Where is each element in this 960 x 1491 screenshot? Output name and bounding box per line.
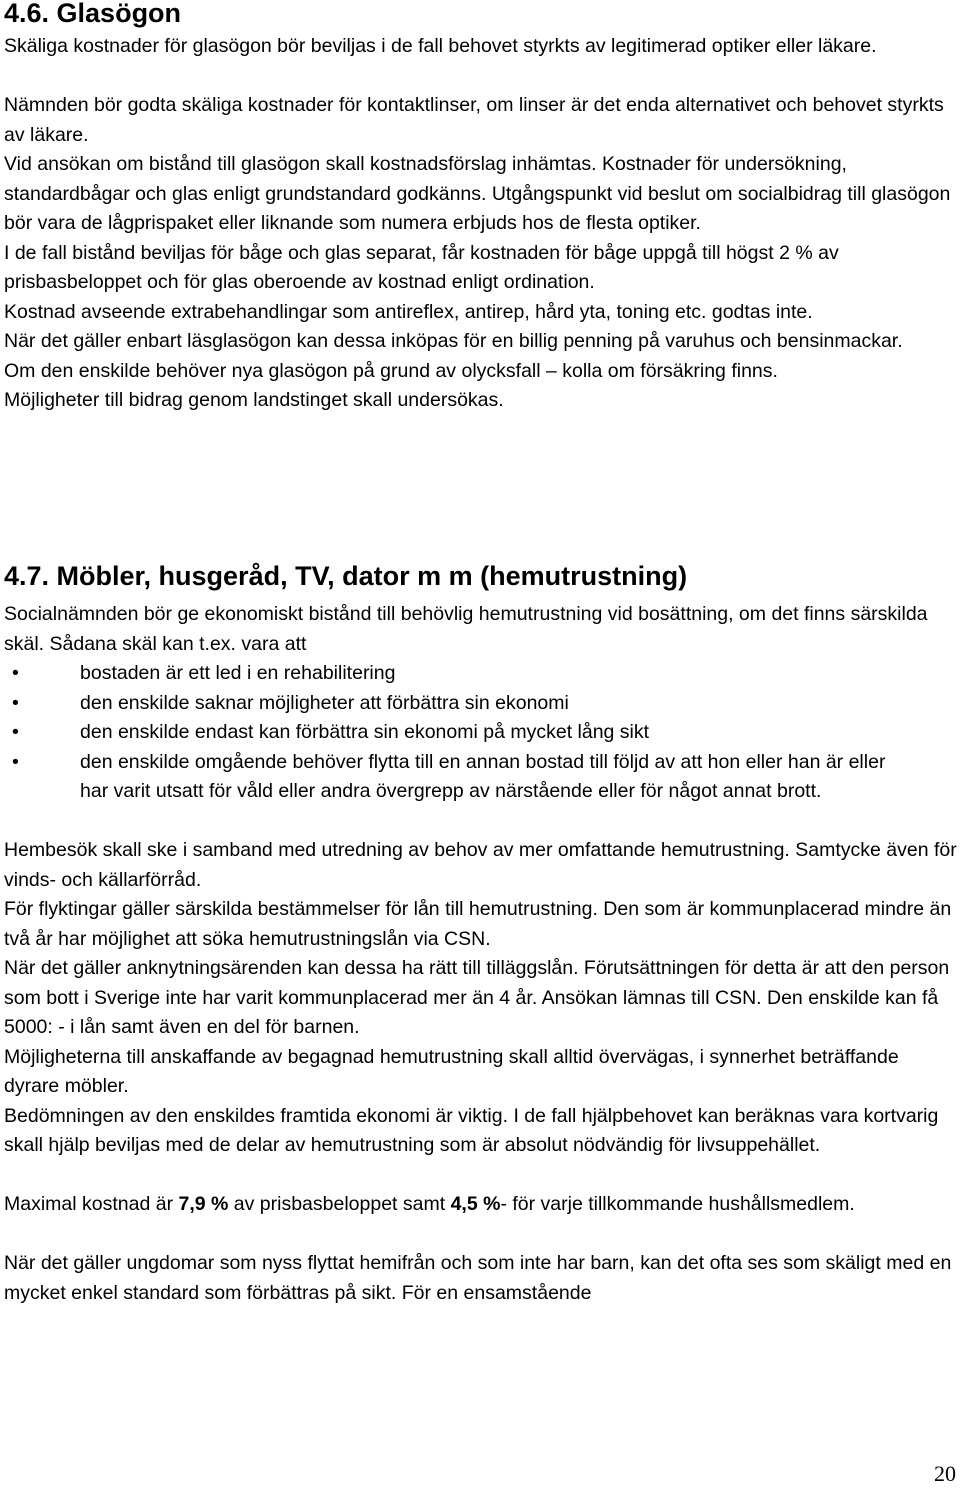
max-cost-text: av prisbasbeloppet samt xyxy=(228,1193,451,1215)
list-item-text: den enskilde saknar möjligheter att förbättra sin ekonomi xyxy=(80,691,569,714)
paragraph-sentence: Vid ansökan om bistånd till glasögon skall kostnadsförslag inhämtas. xyxy=(4,153,597,175)
list-item xyxy=(4,718,959,748)
reasons-list xyxy=(4,659,959,807)
list-item-text: bostaden är ett led i en rehabilitering xyxy=(80,662,396,684)
list-item xyxy=(4,659,959,689)
bullet-icon: • xyxy=(12,750,19,773)
section-heading-glasogon: 4.6. Glasögon xyxy=(4,0,182,28)
section-glasogon-body xyxy=(4,32,959,416)
max-cost-value: 7,9 % xyxy=(178,1193,229,1215)
section-hemutrustning-body xyxy=(4,600,959,1308)
paragraph-sentence: Kostnader för undersökning, standardbågar och glas enligt grundstandard godkänns. Utgångspunkt vid beslut om socialbidrag till glasögon bör vara de lågprispaket eller liknande som numera erbjuds hos de flesta optiker. xyxy=(4,153,951,234)
paragraph: Bedömningen av den enskildes framtida ekonomi är viktig. I de fall hjälpbehovet kan beräknas vara kortvarig skall hjälp beviljas med de delar av hemutrustning som är absolut nödvändig för livsuppehället. xyxy=(4,1104,939,1156)
paragraph: Möjligheter till bidrag genom landstinget skall undersökas. xyxy=(4,389,504,411)
section-heading-hemutrustning: 4.7. Möbler, husgeråd, TV, dator m m (hemutrustning) xyxy=(4,561,688,591)
intro-paragraph: Socialnämnden bör ge ekonomiskt bistånd till behövlig hemutrustning vid bosättning, om det finns särskilda skäl. Sådana skäl kan t.ex. vara att xyxy=(4,603,928,655)
max-cost-value: 4,5 % xyxy=(450,1193,501,1215)
paragraph: Nämnden bör godta skäliga kostnader för kontaktlinser, om linser är det enda alternativet och behovet styrkts av läkare. xyxy=(4,94,944,146)
paragraph: När det gäller anknytningsärenden kan dessa ha rätt till tilläggslån. Förutsättningen för detta är att den person som bott i Sverige inte har varit kommunplacerad mer än 4 år. Ansökan lämnas till CSN. Den enskilde kan få 5000: - i lån samt även en del för barnen. xyxy=(4,957,950,1038)
bullet-icon: • xyxy=(12,662,19,684)
list-item xyxy=(4,689,959,719)
max-cost-paragraph xyxy=(4,1190,959,1220)
list-item-text: den enskilde endast kan förbättra sin ekonomi på mycket lång sikt xyxy=(80,721,650,743)
paragraph: Skäliga kostnader för glasögon bör beviljas i de fall behovet styrkts av legitimerad optiker eller läkare. xyxy=(4,35,877,57)
list-item-text: den enskilde omgående behöver flytta till en annan bostad till följd av att hon eller han är eller har varit utsatt för våld eller andra övergrepp av närstående eller för något annat brott. xyxy=(80,750,886,802)
paragraph: När det gäller ungdomar som nyss flyttat hemifrån och som inte har barn, kan det ofta ses som skäligt med en mycket enkel standard som förbättras på sikt. För en ensamstående xyxy=(4,1252,952,1304)
max-cost-text: Maximal kostnad är xyxy=(4,1193,179,1215)
paragraph: I de fall bistånd beviljas för båge och glas separat, får kostnaden för båge uppgå till högst 2 % av prisbasbeloppet och för glas oberoende av kostnad enligt ordination. xyxy=(4,241,839,293)
paragraph: Hembesök skall ske i samband med utredning av behov av mer omfattande hemutrustning. Samtycke även för vinds- och källarförråd. xyxy=(4,839,957,891)
paragraph: För flyktingar gäller särskilda bestämmelser för lån till hemutrustning. Den som är kommunplacerad mindre än två år har möjlighet att söka hemutrustningslån via CSN. xyxy=(4,898,952,950)
bullet-icon: • xyxy=(12,691,19,714)
paragraph: När det gäller enbart läsglasögon kan dessa inköpas för en billig penning på varuhus och bensinmackar. xyxy=(4,330,903,352)
bullet-icon: • xyxy=(12,721,19,743)
paragraph: Kostnad avseende extrabehandlingar som antireflex, antirep, hård yta, toning etc. godtas inte. xyxy=(4,300,813,323)
max-cost-text: - för varje tillkommande hushållsmedlem. xyxy=(500,1193,855,1215)
paragraph: Om den enskilde behöver nya glasögon på grund av olycksfall – kolla om försäkring finns. xyxy=(4,359,778,382)
paragraph xyxy=(4,150,959,239)
paragraph: Möjligheterna till anskaffande av begagnad hemutrustning skall alltid övervägas, i synnerhet beträffande dyrare möbler. xyxy=(4,1045,899,1097)
list-item xyxy=(4,748,959,807)
page-number: 20 xyxy=(934,1461,956,1486)
